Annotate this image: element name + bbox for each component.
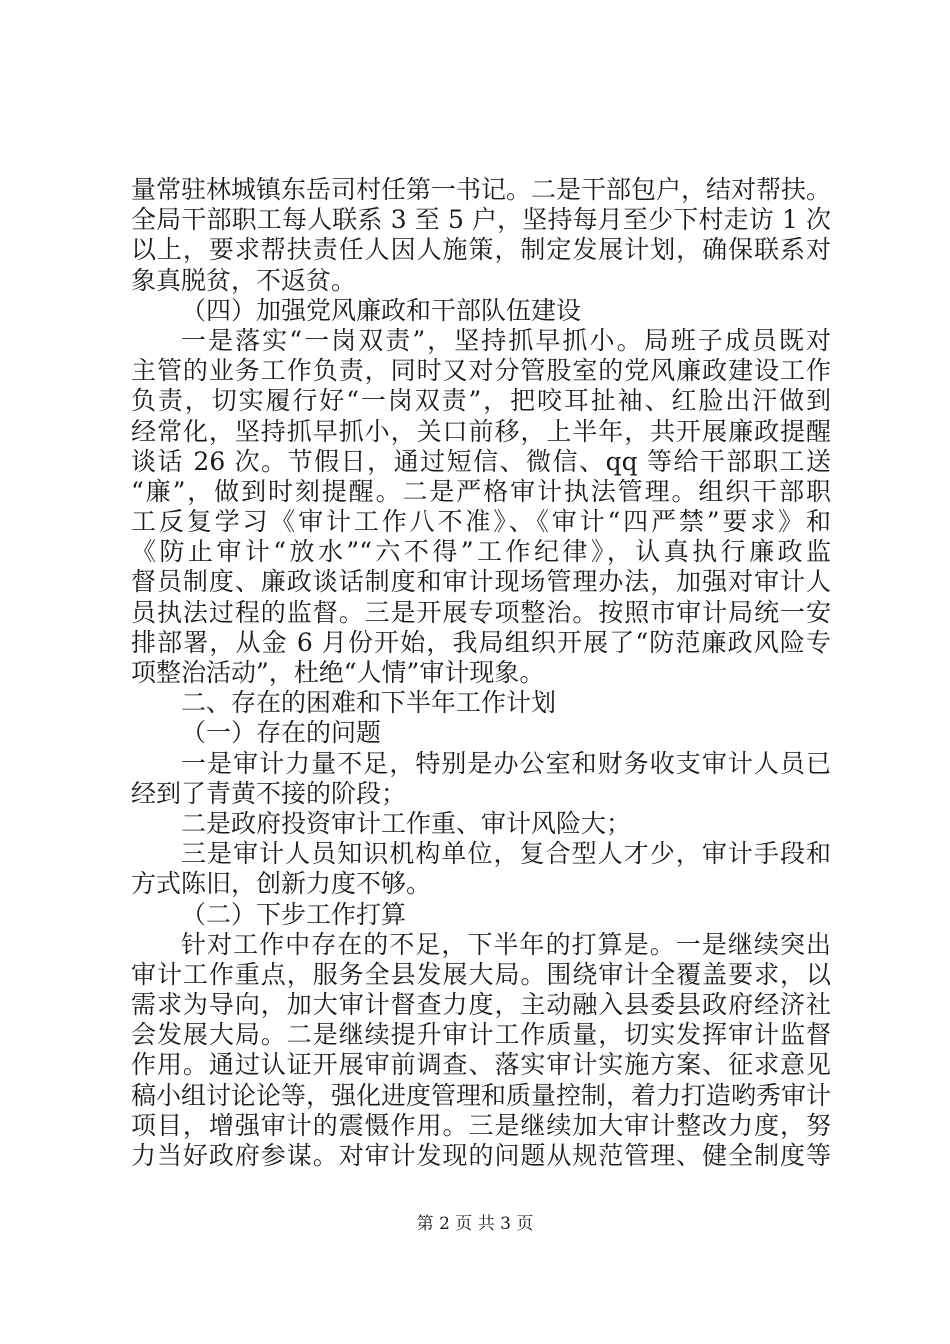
- text-line: 针对工作中存在的不足，下半年的打算是。一是继续突出: [181, 929, 831, 959]
- text-line: 需求为导向，加大审计督查力度，主动融入县委县政府经济社: [131, 990, 831, 1020]
- page-footer: 第 2 页 共 3 页: [416, 1214, 534, 1234]
- text-line: 会发展大局。二是继续提升审计工作质量，切实发挥审计监督: [131, 1020, 831, 1050]
- text-line: 主管的业务工作负责，同时又对分管股室的党风廉政建设工作: [131, 356, 831, 386]
- text-line: 作用。通过认证开展审前调查、落实审计实施方案、征求意见: [131, 1050, 831, 1080]
- text-line: 全局干部职工每人联系 3 至 5 户，坚持每月至少下村走访 1 次: [131, 205, 831, 235]
- text-line: 三是审计人员知识机构单位，复合型人才少，审计手段和: [181, 839, 831, 869]
- text-line: 二是政府投资审计工作重、审计风险大；: [181, 808, 632, 838]
- text-line: 谈话 26 次。节假日，通过短信、微信、qq 等给干部职工送: [131, 446, 831, 476]
- text-line: 力当好政府参谋。对审计发现的问题从规范管理、健全制度等: [131, 1141, 831, 1170]
- text-line: 一是落实“一岗双责”，坚持抓早抓小。局班子成员既对: [181, 325, 831, 355]
- text-line: 员执法过程的监督。三是开展专项整治。按照市审计局统一安: [131, 597, 831, 627]
- text-line: 稿小组讨论论等，强化进度管理和质量控制，着力打造哟秀审计: [131, 1080, 832, 1110]
- text-line: 一是审计力量不足，特别是办公室和财务收支审计人员已: [181, 748, 831, 778]
- text-line: 项整治活动”，杜绝“人情”审计现象。: [131, 658, 545, 687]
- document-body: [131, 175, 831, 1171]
- text-line: 排部署，从金 6 月份开始，我局组织开展了“防范廉政风险专: [131, 627, 831, 657]
- text-line: （一）存在的问题: [181, 718, 382, 748]
- text-line: 《防止审计“放水”“六不得”工作纪律》，认真执行廉政监: [131, 537, 831, 567]
- text-line: 项目，增强审计的震慑作用。三是继续加大审计整改力度，努: [131, 1110, 831, 1140]
- text-line: 负责，切实履行好“一岗双责”，把咬耳扯袖、红脸出汗做到: [131, 386, 831, 416]
- text-line: 以上，要求帮扶责任人因人施策，制定发展计划，确保联系对: [131, 235, 831, 265]
- text-line: 二、存在的困难和下半年工作计划: [181, 688, 557, 718]
- text-line: 方式陈旧，创新力度不够。: [131, 869, 432, 899]
- text-line: 督员制度、廉政谈话制度和审计现场管理办法，加强对审计人: [131, 567, 831, 597]
- text-line: （四）加强党风廉政和干部队伍建设: [181, 295, 582, 325]
- text-line: 经到了青黄不接的阶段；: [131, 778, 407, 808]
- text-line: 工反复学习《审计工作八不准》、《审计“四严禁”要求》和: [131, 507, 831, 537]
- text-line: 审计工作重点，服务全县发展大局。围绕审计全覆盖要求，以: [131, 959, 831, 989]
- text-line: （二）下步工作打算: [181, 899, 407, 929]
- text-line: “廉”，做到时刻提醒。二是严格审计执法管理。组织干部职: [131, 476, 831, 506]
- text-line: 象真脱贫，不返贫。: [131, 265, 357, 295]
- text-line: 量常驻林城镇东岳司村任第一书记。二是干部包户，结对帮扶。: [131, 175, 832, 204]
- text-line: 经常化，坚持抓早抓小，关口前移，上半年，共开展廉政提醒: [131, 416, 831, 446]
